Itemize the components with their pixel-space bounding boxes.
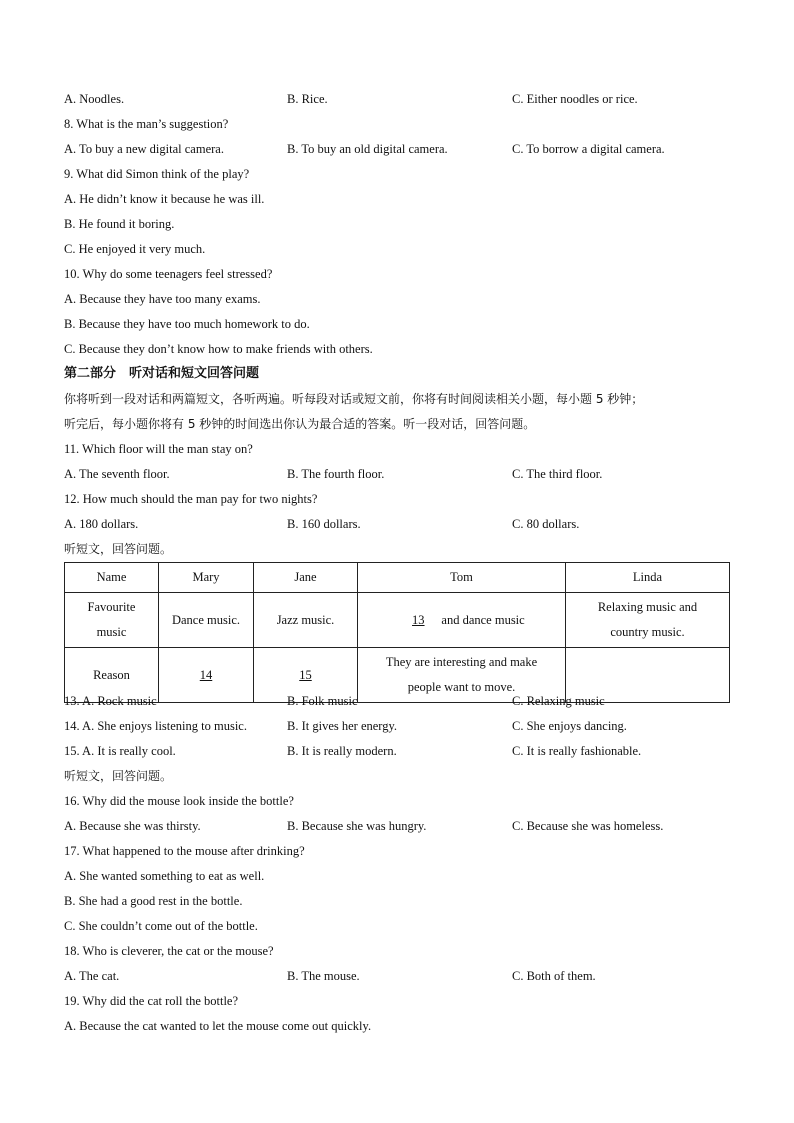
- q9-option-a[interactable]: A. He didn’t know it because he was ill.: [64, 192, 265, 206]
- favourite-label-line2: music: [96, 625, 127, 639]
- q16-option-b[interactable]: B. Because she was hungry.: [287, 819, 427, 833]
- blank-15[interactable]: 15: [299, 667, 312, 682]
- tom-reason-line2: people want to move.: [407, 680, 516, 694]
- linda-favourite-line1: Relaxing music and: [597, 600, 698, 614]
- q11-option-a[interactable]: A. The seventh floor.: [64, 467, 170, 481]
- header-name: Name: [65, 563, 159, 593]
- q12-option-b[interactable]: B. 160 dollars.: [287, 517, 361, 531]
- q14-option-b[interactable]: B. It gives her energy.: [287, 719, 398, 733]
- q8-question: 8. What is the man’s suggestion?: [64, 117, 229, 131]
- q7-option-b[interactable]: B. Rice.: [287, 92, 328, 106]
- tom-favourite: [358, 593, 566, 648]
- q15-option-a[interactable]: 15. A. It is really cool.: [64, 744, 176, 758]
- section-instructions-line2: 听完后，每小题你将有 5 秒钟的时间选出你认为最合适的答案。听一段对话，回答问题。: [64, 417, 536, 431]
- linda-favourite-line2: country music.: [610, 625, 685, 639]
- q13-option-a[interactable]: 13. A. Rock music: [64, 694, 157, 708]
- header-tom: Tom: [358, 563, 566, 593]
- q8-option-a[interactable]: A. To buy a new digital camera.: [64, 142, 224, 156]
- mary-reason: [159, 648, 254, 703]
- q17-option-c[interactable]: C. She couldn’t come out of the bottle.: [64, 919, 258, 933]
- q16-question: 16. Why did the mouse look inside the bottle?: [64, 794, 294, 808]
- q16-option-a[interactable]: A. Because she was thirsty.: [64, 819, 201, 833]
- table-header-row: [65, 563, 730, 593]
- q17-option-b[interactable]: B. She had a good rest in the bottle.: [64, 894, 243, 908]
- q18-option-a[interactable]: A. The cat.: [64, 969, 120, 983]
- q8-option-b[interactable]: B. To buy an old digital camera.: [287, 142, 448, 156]
- q17-option-a[interactable]: A. She wanted something to eat as well.: [64, 869, 265, 883]
- table-row-reason: [65, 648, 730, 703]
- listen-passage-label-2: 听短文，回答问题。: [64, 769, 173, 783]
- q7-option-a[interactable]: A. Noodles.: [64, 92, 125, 106]
- listen-passage-label-1: 听短文，回答问题。: [64, 542, 173, 556]
- tom-reason-line1: They are interesting and make: [385, 655, 538, 669]
- favourite-label-line1: Favourite: [87, 600, 136, 614]
- header-jane: Jane: [254, 563, 358, 593]
- q18-question: 18. Who is cleverer, the cat or the mouse?: [64, 944, 274, 958]
- jane-favourite: Jazz music.: [254, 593, 358, 648]
- q9-question: 9. What did Simon think of the play?: [64, 167, 250, 181]
- q11-option-b[interactable]: B. The fourth floor.: [287, 467, 385, 481]
- favourite-label: [65, 593, 159, 648]
- q12-option-a[interactable]: A. 180 dollars.: [64, 517, 139, 531]
- mary-favourite: Dance music.: [159, 593, 254, 648]
- section-heading: 第二部分 听对话和短文回答问题: [64, 366, 260, 381]
- q9-option-b[interactable]: B. He found it boring.: [64, 217, 175, 231]
- q13-option-b[interactable]: B. Folk music: [287, 694, 358, 708]
- header-linda: Linda: [566, 563, 730, 593]
- table-row-favourite: [65, 593, 730, 648]
- q14-option-c[interactable]: C. She enjoys dancing.: [512, 719, 627, 733]
- q19-option-a[interactable]: A. Because the cat wanted to let the mouse come out quickly.: [64, 1019, 372, 1033]
- header-mary: Mary: [159, 563, 254, 593]
- tom-favourite-text: and dance music: [438, 612, 525, 627]
- q10-option-c[interactable]: C. Because they don’t know how to make friends with others.: [64, 342, 373, 356]
- q13-option-c[interactable]: C. Relaxing music: [512, 694, 605, 708]
- blank-13[interactable]: 13: [412, 612, 425, 627]
- q15-option-b[interactable]: B. It is really modern.: [287, 744, 397, 758]
- q10-question: 10. Why do some teenagers feel stressed?: [64, 267, 273, 281]
- blank-14[interactable]: 14: [199, 667, 213, 682]
- q17-question: 17. What happened to the mouse after drinking?: [64, 844, 305, 858]
- q10-option-b[interactable]: B. Because they have too much homework to do.: [64, 317, 310, 331]
- section-instructions-line1: 你将听到一段对话和两篇短文，各听两遍。听每段对话或短文前，你将有时间阅读相关小题，每小题 5 秒钟；: [64, 392, 644, 406]
- q16-option-c[interactable]: C. Because she was homeless.: [512, 819, 664, 833]
- linda-favourite: [566, 593, 730, 648]
- reason-label: Reason: [65, 648, 159, 703]
- q11-question: 11. Which floor will the man stay on?: [64, 442, 253, 456]
- q11-option-c[interactable]: C. The third floor.: [512, 467, 603, 481]
- q10-option-a[interactable]: A. Because they have too many exams.: [64, 292, 261, 306]
- q7-option-c[interactable]: C. Either noodles or rice.: [512, 92, 638, 106]
- q12-question: 12. How much should the man pay for two nights?: [64, 492, 318, 506]
- q12-option-c[interactable]: C. 80 dollars.: [512, 517, 580, 531]
- q9-option-c[interactable]: C. He enjoyed it very much.: [64, 242, 206, 256]
- q19-question: 19. Why did the cat roll the bottle?: [64, 994, 239, 1008]
- q15-option-c[interactable]: C. It is really fashionable.: [512, 744, 642, 758]
- q8-option-c[interactable]: C. To borrow a digital camera.: [512, 142, 665, 156]
- music-table: [64, 562, 730, 703]
- q18-option-b[interactable]: B. The mouse.: [287, 969, 360, 983]
- q18-option-c[interactable]: C. Both of them.: [512, 969, 596, 983]
- q14-option-a[interactable]: 14. A. She enjoys listening to music.: [64, 719, 247, 733]
